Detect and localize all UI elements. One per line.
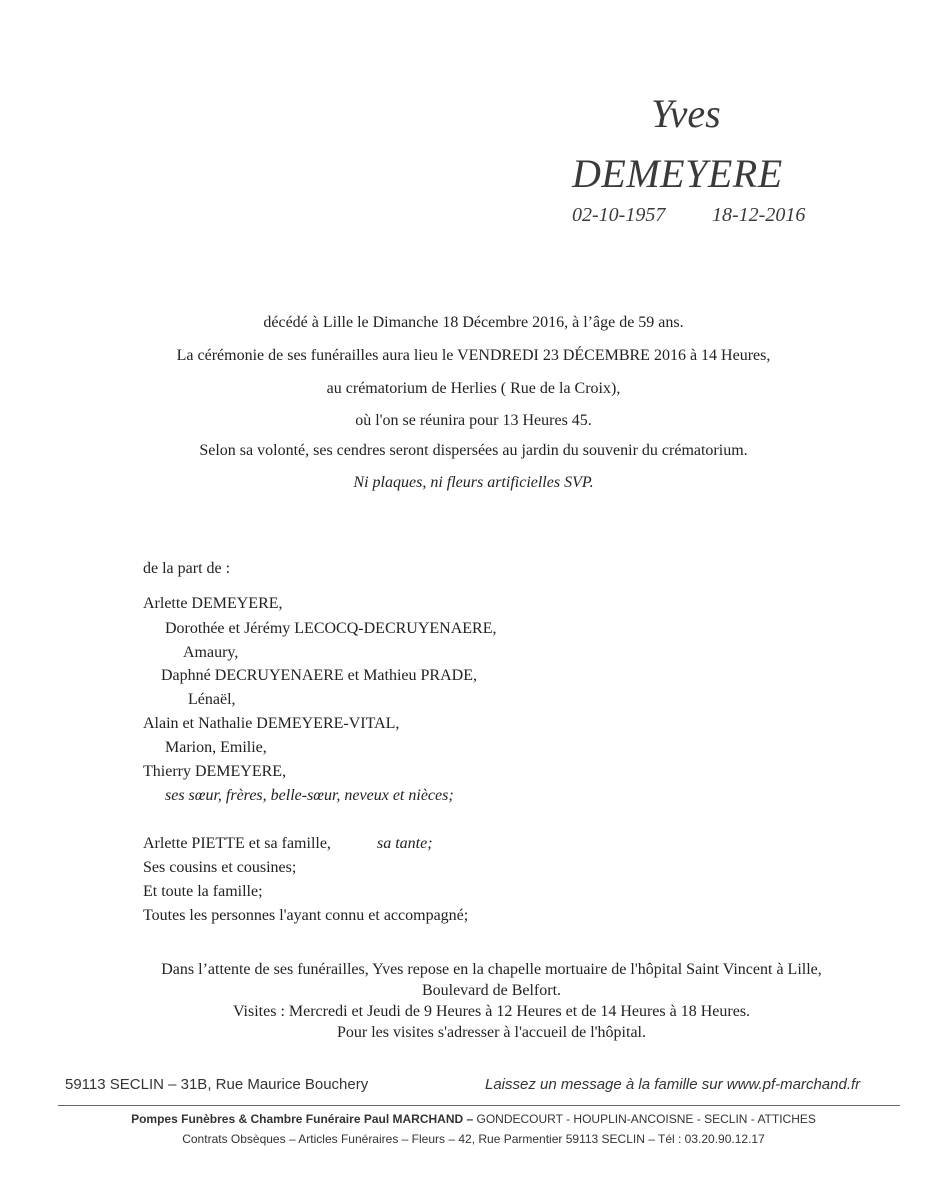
footer-divider — [58, 1105, 900, 1106]
family-member: Lénaël, — [188, 691, 236, 708]
footer-company — [0, 1112, 947, 1126]
visitation-instructions: Pour les visites s'adresser à l'accueil de l'hôpital. — [336, 1024, 646, 1041]
family-relation-note: ses sœur, frères, belle-sœur, neveux et nièces; — [165, 787, 454, 804]
visitation-address: Boulevard de Belfort. — [421, 982, 562, 999]
family-other: Ses cousins et cousines; — [143, 859, 297, 876]
family-member: Alain et Nathalie DEMEYERE-VITAL, — [143, 715, 400, 732]
family-member: Daphné DECRUYENAERE et Mathieu PRADE, — [161, 667, 477, 684]
aunt-relation: sa tante; — [377, 835, 433, 852]
family-member: Amaury, — [183, 644, 239, 661]
announcement-ceremony: La cérémonie de ses funérailles aura lieu le VENDREDI 23 DÉCEMBRE 2016 à 14 Heures, — [176, 347, 771, 364]
footer-address: 59113 SECLIN – 31B, Rue Maurice Bouchery — [65, 1076, 369, 1093]
family-other: Et toute la famille; — [143, 883, 263, 900]
family-intro: de la part de : — [143, 560, 231, 577]
last-name: DEMEYERE — [572, 151, 783, 196]
family-member: Thierry DEMEYERE, — [143, 763, 287, 780]
first-name: Yves — [651, 91, 721, 136]
death-date: 18-12-2016 — [712, 204, 806, 226]
announcement-ashes: Selon sa volonté, ses cendres seront dispersées au jardin du souvenir du crématorium. — [199, 442, 748, 459]
family-member: Arlette DEMEYERE, — [143, 595, 283, 612]
family-member: Dorothée et Jérémy LECOCQ-DECRUYENAERE, — [165, 620, 497, 637]
footer-services: Contrats Obsèques – Articles Funéraires – Fleurs – 42, Rue Parmentier 59113 SECLIN – Tél : 03.20.90.12.17 — [182, 1132, 765, 1146]
company-name: Pompes Funèbres & Chambre Funéraire Paul MARCHAND – — [131, 1112, 474, 1126]
announcement-meeting-time: où l'on se réunira pour 13 Heures 45. — [355, 412, 592, 429]
visitation-location: Dans l’attente de ses funérailles, Yves repose en la chapelle mortuaire de l'hôpital Saint Vincent à Lille, — [161, 961, 822, 978]
birth-date: 02-10-1957 — [572, 204, 666, 226]
footer-message: Laissez un message à la famille sur www.pf-marchand.fr — [485, 1076, 861, 1093]
family-member: Marion, Emilie, — [165, 739, 267, 756]
family-other: Toutes les personnes l'ayant connu et accompagné; — [143, 907, 469, 924]
announcement-flowers-note: Ni plaques, ni fleurs artificielles SVP. — [353, 474, 594, 491]
company-locations: GONDECOURT - HOUPLIN-ANCOISNE - SECLIN - ATTICHES — [476, 1112, 816, 1126]
announcement-location: au crématorium de Herlies ( Rue de la Croix), — [326, 380, 621, 397]
visitation-hours: Visites : Mercredi et Jeudi de 9 Heures à 12 Heures et de 14 Heures à 18 Heures. — [232, 1003, 751, 1020]
announcement-death: décédé à Lille le Dimanche 18 Décembre 2016, à l’âge de 59 ans. — [263, 314, 684, 331]
aunt-name: Arlette PIETTE et sa famille, — [143, 835, 331, 852]
